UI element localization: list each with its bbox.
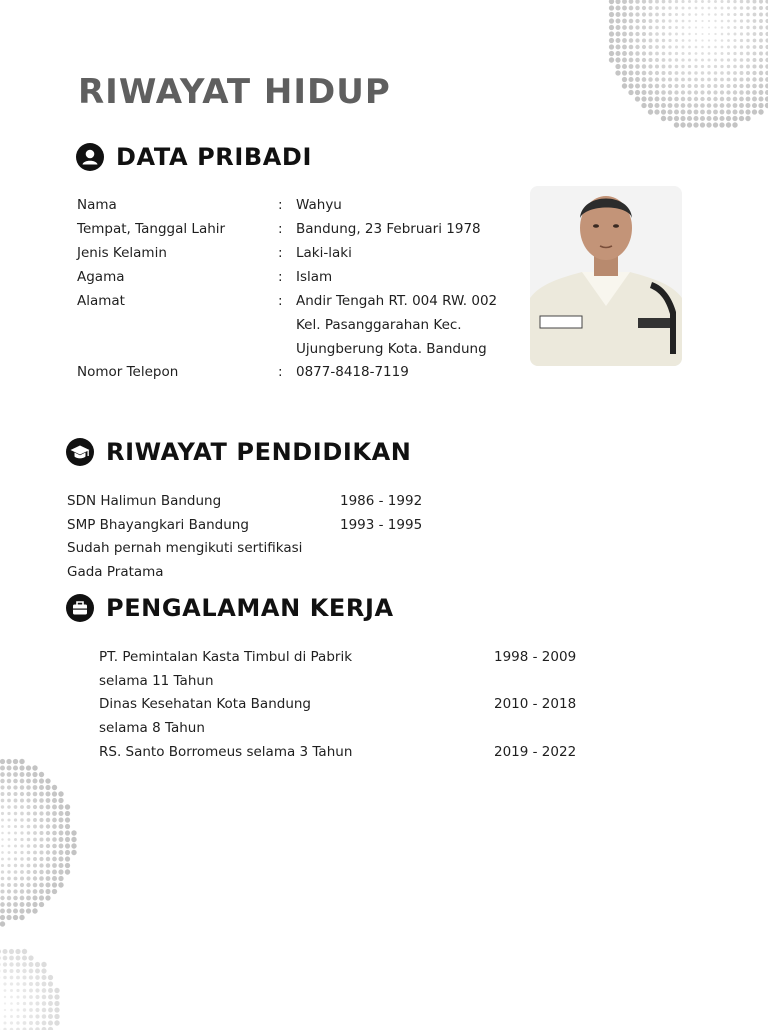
separator: : — [278, 193, 283, 217]
education-years-2: 1993 - 1995 — [340, 513, 422, 537]
user-icon — [76, 143, 104, 171]
label-telepon: Nomor Telepon — [77, 360, 178, 384]
separator: : — [278, 241, 283, 265]
separator: : — [278, 217, 283, 241]
halftone-decoration-top-right — [560, 0, 768, 160]
value-alamat-line-3: Ujungberung Kota. Bandung — [296, 337, 487, 361]
value-nama: Wahyu — [296, 193, 342, 217]
label-agama: Agama — [77, 265, 125, 289]
value-jenis-kelamin: Laki-laki — [296, 241, 352, 265]
education-years-1: 1986 - 1992 — [340, 489, 422, 513]
work-3-line-1: RS. Santo Borromeus selama 3 Tahun — [99, 740, 352, 764]
value-alamat-line-1: Andir Tengah RT. 004 RW. 002 — [296, 289, 497, 313]
halftone-decoration-bottom-left — [0, 720, 90, 1030]
label-alamat: Alamat — [77, 289, 125, 313]
section-riwayat-pendidikan — [66, 438, 411, 466]
section-title: RIWAYAT PENDIDIKAN — [106, 438, 411, 466]
page-title: RIWAYAT HIDUP — [78, 72, 391, 112]
section-data-pribadi — [76, 143, 312, 171]
work-1-line-2: selama 11 Tahun — [99, 669, 214, 693]
work-1-years: 1998 - 2009 — [494, 645, 576, 669]
work-1-line-1: PT. Pemintalan Kasta Timbul di Pabrik — [99, 645, 352, 669]
label-ttl: Tempat, Tanggal Lahir — [77, 217, 225, 241]
certification-line-1: Sudah pernah mengikuti sertifikasi — [67, 536, 302, 560]
value-ttl: Bandung, 23 Februari 1978 — [296, 217, 481, 241]
work-3-years: 2019 - 2022 — [494, 740, 576, 764]
separator: : — [278, 265, 283, 289]
value-agama: Islam — [296, 265, 332, 289]
section-title: PENGALAMAN KERJA — [106, 594, 394, 622]
separator: : — [278, 289, 283, 313]
work-2-line-2: selama 8 Tahun — [99, 716, 205, 740]
education-school-2: SMP Bhayangkari Bandung — [67, 513, 249, 537]
graduation-cap-icon — [66, 438, 94, 466]
profile-photo — [530, 186, 682, 366]
section-title: DATA PRIBADI — [116, 143, 312, 171]
value-alamat-line-2: Kel. Pasanggarahan Kec. — [296, 313, 462, 337]
work-2-years: 2010 - 2018 — [494, 692, 576, 716]
value-telepon: 0877-8418-7119 — [296, 360, 409, 384]
education-school-1: SDN Halimun Bandung — [67, 489, 221, 513]
certification-line-2: Gada Pratama — [67, 560, 164, 584]
briefcase-icon — [66, 594, 94, 622]
section-pengalaman-kerja — [66, 594, 394, 622]
label-jenis-kelamin: Jenis Kelamin — [77, 241, 167, 265]
separator: : — [278, 360, 283, 384]
work-2-line-1: Dinas Kesehatan Kota Bandung — [99, 692, 311, 716]
label-nama: Nama — [77, 193, 117, 217]
